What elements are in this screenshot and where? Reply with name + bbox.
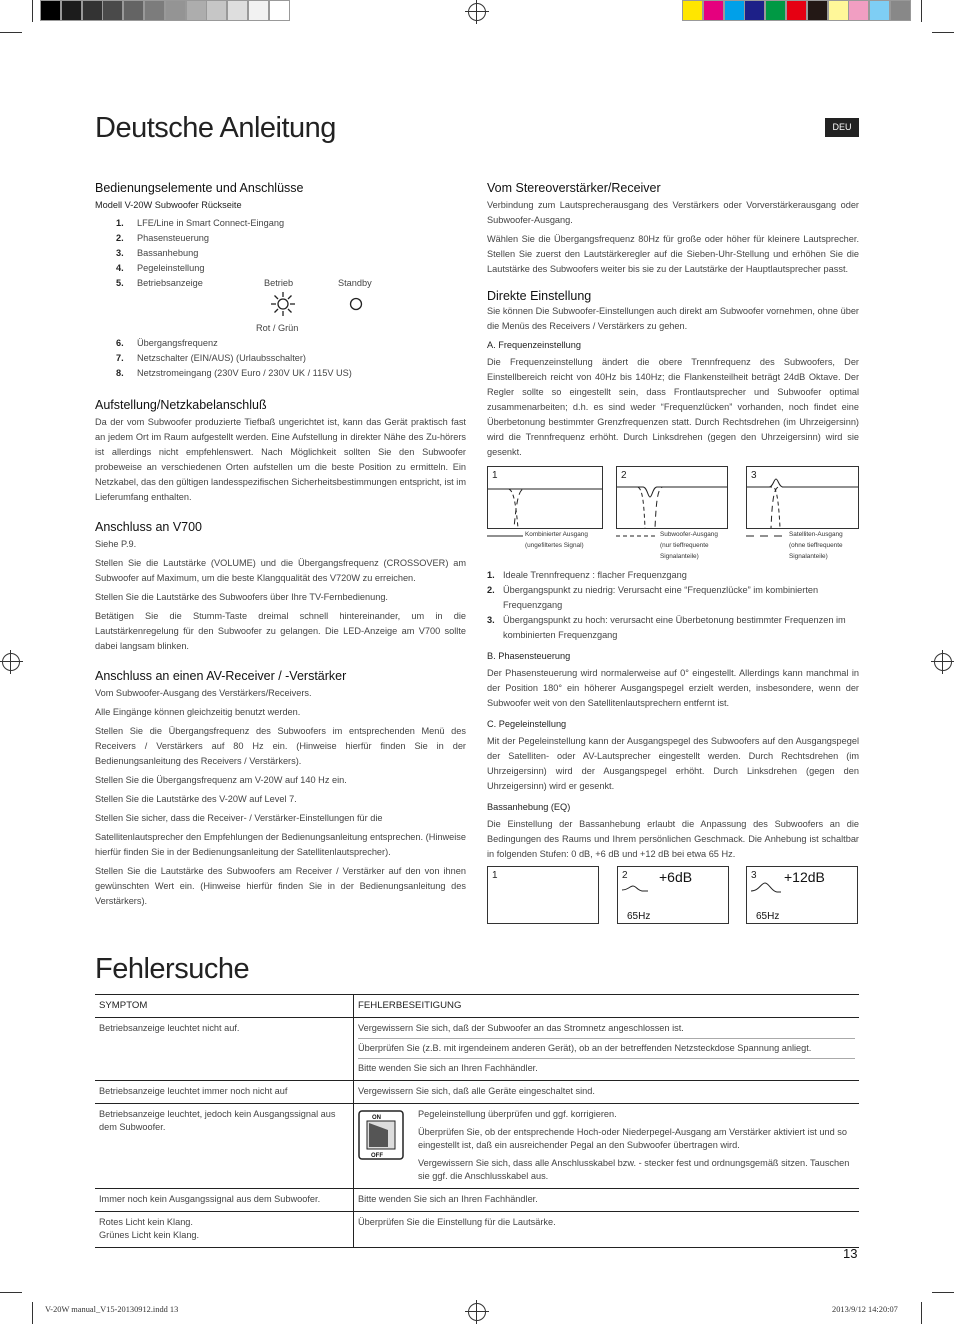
language-badge: DEU bbox=[825, 118, 859, 137]
grayscale-swatch bbox=[269, 0, 290, 21]
registration-mark-icon bbox=[934, 653, 952, 671]
symptom-text: Betriebsanzeige leuchtet, jedoch kein Ausgangssignal aus dem Subwoofer. bbox=[99, 1109, 336, 1132]
fix-text-block bbox=[418, 1108, 855, 1183]
section-heading: Vom Stereoverstärker/Receiver bbox=[487, 181, 661, 195]
item-number: 7. bbox=[116, 353, 124, 363]
table-row bbox=[95, 1189, 859, 1212]
paragraph: Alle Eingänge können gleichzeitig benutzt werden. bbox=[95, 707, 301, 717]
paragraph: Vom Subwoofer-Ausgang des Verstärkers/Receivers. bbox=[95, 688, 312, 698]
color-swatch bbox=[724, 0, 745, 21]
symptom-text: Betriebsanzeige leuchtet nicht auf. bbox=[99, 1023, 240, 1033]
fix-cell bbox=[354, 1104, 860, 1189]
grayscale-swatch bbox=[102, 0, 123, 21]
item-text: LFE/Line in Smart Connect-Eingang bbox=[137, 218, 285, 228]
fix-text: Überprüfen Sie die Einstellung für die Lautsärke. bbox=[358, 1217, 556, 1227]
av-receiver-paragraphs bbox=[95, 686, 466, 909]
fix-text: Überprüfen Sie, ob der entsprechende Hoch-oder Niederpegel-Ausgang am Verstärker aktiviert ist und so eingestellt ist, daß ein ausreichender Pegal an den Subwoofer übertragen wird. bbox=[418, 1127, 847, 1150]
item-number: 2. bbox=[116, 233, 124, 243]
symptom-text: Rotes Licht kein Klang. bbox=[99, 1217, 193, 1227]
paragraph: Betätigen Sie die Stumm-Taste dreimal schnell hintereinander, um in die Lautstärkenregelung für den Subwoofer zu gelangen. Die LED-Anzeige am V700 sollte dabei langsam blinken. bbox=[95, 611, 466, 651]
list-item bbox=[95, 246, 466, 261]
item-text: Netzstromeingang (230V Euro / 230V UK / 115V US) bbox=[137, 368, 352, 378]
item-number: 3. bbox=[487, 615, 495, 625]
crossover-explanations bbox=[487, 568, 859, 643]
legend-satellite: Satelliten-Ausgang (ohne tieffrequente Signalanteile) bbox=[789, 531, 843, 560]
paragraph: Satellitenlautsprecher den Empfehlungen der Bedienungsanleitung entsprechen. (Hinweise hierfür finden Sie in der Bedienungsanleitung der Satellitenlautsprecher). bbox=[95, 832, 466, 857]
grayscale-swatch bbox=[61, 0, 82, 21]
registration-mark-icon bbox=[2, 653, 20, 671]
paragraph: Stellen Sie die Übergangsfrequenz des Subwoofers im entsprechenden Menü des Receivers / Verstärkers auf 80 Hz ein. (Hinweise hierfür finden Sie in der Bedienungsanleitung des Receivers / Verstärkers). bbox=[95, 726, 466, 766]
paragraph: Stellen Sie die Übergangsfrequenz am V-20W auf 140 Hz ein. bbox=[95, 775, 347, 785]
graph-number: 2 bbox=[622, 870, 628, 881]
list-item bbox=[95, 336, 466, 351]
table-row bbox=[95, 1212, 859, 1248]
color-swatch bbox=[703, 0, 724, 21]
model-caption: Modell V-20W Subwoofer Rückseite bbox=[95, 200, 242, 210]
paragraph: Stellen Sie die Lautstärke des Subwoofers über Ihre TV-Fernbedienung. bbox=[95, 592, 388, 602]
subheading: B. Phasensteuerung bbox=[487, 651, 571, 661]
trim-mark bbox=[0, 1292, 22, 1293]
paragraph: Stellen Sie die Lautstärke des Subwoofers am Receiver / Verstärker auf den von ihnen gewünschten Wert ein. (Hinweise hierfür finden Sie in der Bedienungsanleitung des Verstärkers). bbox=[95, 866, 466, 906]
item-number: 1. bbox=[116, 218, 124, 228]
fix-cell bbox=[354, 1212, 860, 1248]
crossover-graph-3 bbox=[746, 466, 859, 529]
paragraph: Siehe P.9. bbox=[95, 539, 137, 549]
item-number: 4. bbox=[116, 263, 124, 273]
eq-freq-label: 65Hz bbox=[627, 911, 651, 922]
section-heading: Anschluss an V700 bbox=[95, 520, 203, 534]
troubleshooting-title: Fehlersuche bbox=[95, 953, 250, 985]
column-header-symptom: SYMPTOM bbox=[95, 995, 354, 1018]
legend-subwoofer: Subwoofer-Ausgang (nur tieffrequente Signalanteile) bbox=[660, 531, 718, 560]
table-header-row bbox=[95, 995, 859, 1018]
section-heading: Direkte Einstellung bbox=[487, 289, 592, 303]
item-number: 3. bbox=[116, 248, 124, 258]
symptom-text: Immer noch kein Ausgangssignal aus dem Subwoofer. bbox=[99, 1194, 321, 1204]
item-text: Phasensteuerung bbox=[137, 233, 210, 243]
switch-on-label: ON bbox=[372, 1115, 381, 1121]
list-item bbox=[487, 568, 859, 583]
fix-cell bbox=[354, 1018, 860, 1081]
symptom-cell bbox=[95, 1081, 354, 1104]
list-item bbox=[95, 216, 466, 231]
eq-freq-label: 65Hz bbox=[756, 911, 780, 922]
section-heading: Anschluss an einen AV-Receiver / -Verstärker bbox=[95, 669, 347, 683]
led-on-icon bbox=[270, 291, 296, 317]
color-swatch bbox=[744, 0, 765, 21]
symptom-text: Grünes Licht kein Klang. bbox=[99, 1230, 200, 1240]
graph-number: 3 bbox=[751, 870, 757, 881]
legend-line-solid bbox=[487, 534, 523, 538]
grayscale-swatch bbox=[248, 0, 269, 21]
item-text: Betriebsanzeige bbox=[137, 278, 203, 288]
color-swatch bbox=[807, 0, 828, 21]
symptom-text: Betriebsanzeige leuchtet immer noch nicht auf bbox=[99, 1086, 288, 1096]
grayscale-swatch bbox=[206, 0, 227, 21]
table-row bbox=[95, 1081, 859, 1104]
symptom-cell bbox=[95, 1189, 354, 1212]
subheading: Bassanhebung (EQ) bbox=[487, 802, 571, 812]
symptom-cell bbox=[95, 1104, 354, 1189]
paragraph: Sie können Die Subwoofer-Einstellungen auch direkt am Subwoofer vornehmen, ohne über die Menüs des Receivers / Verstärkers zu gehen. bbox=[487, 306, 859, 331]
item-text: Pegeleinstellung bbox=[137, 263, 205, 273]
grayscale-swatch bbox=[40, 0, 61, 21]
grayscale-swatch bbox=[186, 0, 207, 21]
registration-mark-icon bbox=[468, 1303, 486, 1321]
trim-mark bbox=[0, 32, 22, 33]
symptom-cell bbox=[95, 1212, 354, 1248]
list-item bbox=[487, 583, 859, 613]
fix-text: Bitte wenden Sie sich an Ihren Fachhändler. bbox=[358, 1058, 855, 1075]
section-heading: Bedienungselemente und Anschlüsse bbox=[95, 181, 304, 195]
color-swatch bbox=[786, 0, 807, 21]
eq-graph-1 bbox=[487, 866, 599, 924]
item-text: Übergangspunkt zu niedrig: Verursacht eine “Frequenzlücke” im kombinierten Frequenzgang bbox=[503, 585, 819, 610]
eq-graph-3 bbox=[746, 866, 858, 924]
grayscale-swatch bbox=[82, 0, 103, 21]
list-item bbox=[95, 231, 466, 246]
paragraph: Verbindung zum Lautsprecherausgang des Verstärkers oder Vorverstärkerausgang oder Subwoofer-Ausgang. bbox=[487, 200, 859, 225]
grayscale-swatch bbox=[227, 0, 248, 21]
color-swatch bbox=[828, 0, 849, 21]
fix-cell bbox=[354, 1081, 860, 1104]
list-item bbox=[95, 351, 466, 366]
legend-line-long-dash bbox=[746, 534, 788, 538]
item-number: 6. bbox=[116, 338, 124, 348]
item-text: Netzschalter (EIN/AUS) (Urlaubsschalter) bbox=[137, 353, 306, 363]
item-number: 1. bbox=[487, 570, 495, 580]
left-column bbox=[95, 170, 466, 913]
footer-file-info: V-20W manual_V15-20130912.indd 13 bbox=[45, 1305, 179, 1314]
item-number: 8. bbox=[116, 368, 124, 378]
item-text: Übergangsfrequenz bbox=[137, 338, 218, 348]
item-number: 5. bbox=[116, 278, 124, 288]
led-betrieb-label: Betrieb bbox=[264, 278, 294, 288]
eq-graph-2 bbox=[617, 866, 729, 924]
color-swatch bbox=[765, 0, 786, 21]
page-title: Deutsche Anleitung bbox=[95, 112, 336, 144]
trim-mark bbox=[921, 1302, 922, 1324]
power-switch-icon bbox=[358, 1110, 404, 1160]
page-number: 13 bbox=[843, 1246, 858, 1261]
item-number: 2. bbox=[487, 585, 495, 595]
paragraph: Die Frequenzeinstellung ändert die obere Trennfrequenz des Subwoofers, Der Einstellbereich reicht von 40Hz bis 140Hz; die Flankensteilheit beträgt 24dB Oktave. Der Regler sollte so eingestellt sein, dass Frontlautsprecher und Subwoofer optimal zusammenarbeiten; d.h. es sind weder “Frequenzlücken” vorhanden, noch findet eine Überbetonung bestimmter Grenzfrequenzen statt. Durch Rechtsdrehen (im Uhrzeigersinn) wird die Trennfrequenz erhöht. Durch Linksdrehen (gegen den Uhrzeigersinn) wird sie gesenkt. bbox=[487, 357, 859, 457]
subheading: C. Pegeleinstellung bbox=[487, 719, 567, 729]
paragraph: Stellen Sie die Lautstärke des V-20W auf Level 7. bbox=[95, 794, 297, 804]
eq-gain-label: +12dB bbox=[784, 869, 825, 885]
fix-cell bbox=[354, 1189, 860, 1212]
paragraph: Der Phasensteuerung wird normalerweise auf 0° eingestellt. Allerdings kann manchmal in der Position 180° ein höherer Ausgangspegel erzielt werden, insbesondere, wenn der Subwoofer weit von den Satellitenlautsprechern entfernt ist. bbox=[487, 668, 859, 708]
trim-mark bbox=[921, 0, 922, 22]
table-row bbox=[95, 1104, 859, 1189]
grayscale-swatch bbox=[123, 0, 144, 21]
crossover-graph-2 bbox=[616, 466, 728, 529]
fix-text: Pegeleinstellung überprüfen und ggf. korrigieren. bbox=[418, 1109, 617, 1119]
column-header-fix: FEHLERBESEITIGUNG bbox=[354, 995, 860, 1018]
graph-number: 1 bbox=[492, 870, 498, 881]
paragraph: Stellen Sie die Lautstärke (VOLUME) und die Übergangsfrequenz (CROSSOVER) am Subwoofer auf Maximum, um die beste Klangqualität des V720W zu erreichen. bbox=[95, 558, 466, 583]
graph-number: 3 bbox=[751, 470, 757, 481]
grayscale-swatch bbox=[144, 0, 165, 21]
color-swatch bbox=[848, 0, 869, 21]
section-heading: Aufstellung/Netzkabelanschluß bbox=[95, 398, 267, 412]
footer-timestamp: 2013/9/12 14:20:07 bbox=[832, 1305, 898, 1314]
led-standby-icon bbox=[349, 297, 363, 311]
table-row bbox=[95, 1018, 859, 1081]
led-color-label: Rot / Grün bbox=[256, 323, 299, 333]
list-item bbox=[95, 366, 466, 381]
graph-number: 1 bbox=[492, 470, 498, 481]
paragraph: Stellen Sie sicher, dass die Receiver- / Verstärker-Einstellungen für die bbox=[95, 813, 383, 823]
paragraph: Da der vom Subwoofer produzierte Tiefbaß ungerichtet ist, kann das Gerät praktisch fast an jedem Ort im Raum aufgestellt werden. Eine Aufstellung in direkter Nähe des Zu-hörers ist allerdings nicht empfehlenswert. Nach Möglichkeit sollten Sie den Subwoofer probeweise an verschiedenen Orten aufstellen um die beste Position zu ermitteln. Ein Netzkabel, das den gültigen landesspezifischen Sicherheitsbestimmungen entspricht, ist im Lieferumfang enthalten. bbox=[95, 417, 466, 502]
trim-mark bbox=[932, 1292, 954, 1293]
list-item bbox=[95, 261, 466, 276]
symptom-cell bbox=[95, 1018, 354, 1081]
fix-text: Vergewissern Sie sich, dass alle Anschlusskabel bzw. - stecker fest und ordnungsgemäß sitzen. Tauschen sie ggf. die Anschlusskabel aus. bbox=[418, 1158, 850, 1181]
fix-text: Bitte wenden Sie sich an Ihren Fachhändler. bbox=[358, 1194, 538, 1204]
crossover-graphs bbox=[487, 466, 859, 568]
registration-mark-icon bbox=[468, 3, 486, 21]
controls-list bbox=[95, 336, 466, 381]
fix-text: Vergewissern Sie sich, daß alle Geräte eingeschaltet sind. bbox=[358, 1086, 595, 1096]
grayscale-swatch bbox=[165, 0, 186, 21]
color-swatch bbox=[869, 0, 890, 21]
paragraph: Mit der Pegeleinstellung kann der Ausgangspegel des Subwoofers auf den Ausgangspegel der Satelliten- oder AV-Lautsprecher eingestellt werden. Durch Rechtsdrehen (im Uhrzeigersinn) wird der Ausgangspegel erhöht. Durch Linksdrehen (gegen den Uhrzeigersinn) wird er gesenkt. bbox=[487, 736, 859, 791]
legend-line-short-dash bbox=[616, 534, 658, 538]
subheading: A. Frequenzeinstellung bbox=[487, 340, 581, 350]
crossover-graph-1 bbox=[487, 466, 603, 529]
paragraph: Die Einstellung der Bassanhebung erlaubt die Anpassung des Subwoofers an die Bedingungen des Raums und Ihrem persönlichen Geschmack. Die Anhebung ist schaltbar in folgenden Stufen: 0 dB, +6 dB und +12 dB bei etwa 65 Hz. bbox=[487, 819, 859, 859]
trim-mark bbox=[32, 0, 33, 22]
trim-mark bbox=[32, 1302, 33, 1324]
color-swatch bbox=[890, 0, 911, 21]
right-column bbox=[487, 170, 859, 926]
item-text: Ideale Trennfrequenz : flacher Frequenzgang bbox=[503, 570, 687, 580]
list-item bbox=[487, 613, 859, 643]
switch-off-label: OFF bbox=[371, 1153, 383, 1159]
fix-text: Überprüfen Sie (z.B. mit irgendeinem anderen Gerät), ob an der betreffenden Netzsteckdose Spannung anliegt. bbox=[358, 1038, 855, 1055]
item-text: Bassanhebung bbox=[137, 248, 199, 258]
color-swatch bbox=[682, 0, 703, 21]
trim-mark bbox=[932, 32, 954, 33]
graph-number: 2 bbox=[621, 470, 627, 481]
led-standby-label: Standby bbox=[338, 278, 372, 288]
fix-text: Vergewissern Sie sich, daß der Subwoofer an das Stromnetz angeschlossen ist. bbox=[358, 1023, 684, 1033]
legend-combined: Kombinierter Ausgang (ungefiltertes Signal) bbox=[525, 531, 588, 549]
item-text: Übergangspunkt zu hoch: verursacht eine Überbetonung bestimmter Frequenzen im kombinierten Frequenzgang bbox=[503, 615, 846, 640]
eq-gain-label: +6dB bbox=[659, 869, 693, 885]
paragraph: Wählen Sie die Übergangsfrequenz 80Hz für große oder höher für kleinere Lautsprecher. Stellen Sie zuerst den Lautstärkeregler auf die Sieben-Uhr-Stellung und erhöhen Sie die Lautstärke des Subwoofers weiter bis sie zu der Lautstärke der Hauptlautsprecher passt. bbox=[487, 234, 859, 274]
bass-eq-graphs bbox=[487, 866, 859, 926]
troubleshooting-table bbox=[95, 994, 859, 1248]
